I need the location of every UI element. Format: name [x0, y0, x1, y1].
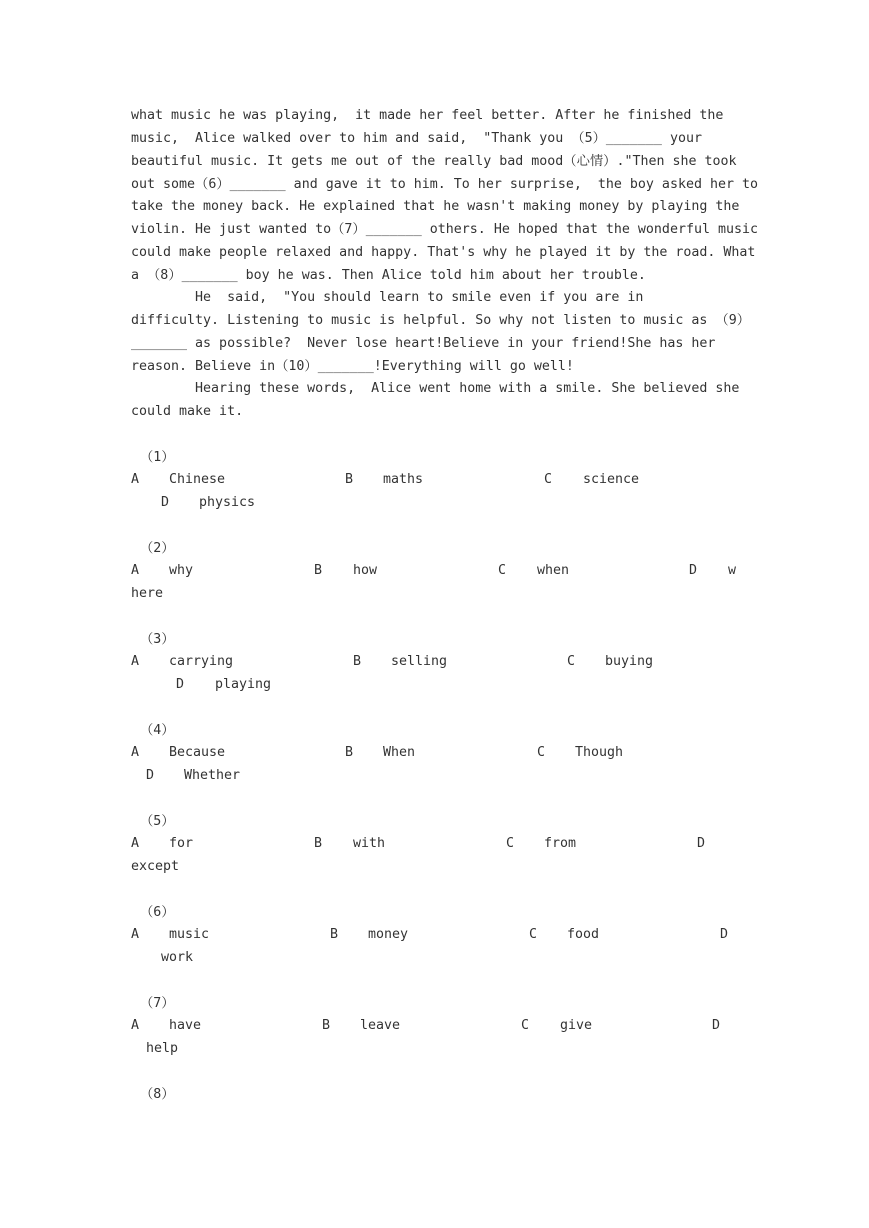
- option-letter-a: A: [131, 836, 140, 851]
- option-text-b: how: [353, 563, 378, 578]
- option-letter-b: B: [314, 563, 323, 578]
- option-text-c: buying: [605, 654, 654, 669]
- option-text-d: physics: [199, 495, 256, 510]
- option-letter-a: A: [131, 745, 140, 760]
- option-letter-c: C: [567, 654, 576, 669]
- option-letter-d: D: [689, 563, 698, 578]
- option-text-a: have: [169, 1018, 202, 1033]
- option-text-d: playing: [215, 677, 272, 692]
- passage-line: take the money back. He explained that he wasn't making money by playing the: [131, 199, 740, 214]
- option-letter-c: C: [506, 836, 515, 851]
- question-number: （7）: [140, 996, 175, 1011]
- passage-line: Hearing these words, Alice went home with a smile. She believed she: [131, 381, 740, 396]
- question-number: （1）: [140, 450, 175, 465]
- option-text-c: give: [560, 1018, 593, 1033]
- option-text-d: w: [728, 563, 737, 578]
- passage-line: _______ as possible? Never lose heart!Believe in your friend!She has her: [131, 336, 716, 351]
- option-text-d: work: [161, 950, 194, 965]
- option-text-a: carrying: [169, 654, 234, 669]
- option-letter-c: C: [521, 1018, 530, 1033]
- option-letter-b: B: [322, 1018, 331, 1033]
- option-text-a: for: [169, 836, 194, 851]
- passage-line: He said, "You should learn to smile even if you are in: [131, 290, 644, 305]
- passage-line: could make it.: [131, 404, 244, 419]
- passage-line: beautiful music. It gets me out of the really bad mood（心情）."Then she took: [131, 154, 737, 169]
- option-letter-c: C: [537, 745, 546, 760]
- option-text-d: Whether: [184, 768, 241, 783]
- option-text-c: from: [544, 836, 577, 851]
- option-letter-a: A: [131, 654, 140, 669]
- option-letter-b: B: [330, 927, 339, 942]
- option-text-a: music: [169, 927, 210, 942]
- option-text-d-wrap: here: [131, 586, 164, 601]
- passage-line: reason. Believe in（10）_______!Everything will go well!: [131, 359, 574, 374]
- passage-line: a （8）_______ boy he was. Then Alice told him about her trouble.: [131, 268, 646, 283]
- option-text-a: Because: [169, 745, 226, 760]
- option-letter-c: C: [544, 472, 553, 487]
- passage-line: out some（6）_______ and gave it to him. To her surprise, the boy asked her to: [131, 177, 758, 192]
- option-letter-c: C: [498, 563, 507, 578]
- option-text-d: help: [146, 1041, 179, 1056]
- question-number: （2）: [140, 541, 175, 556]
- option-letter-d: D: [720, 927, 729, 942]
- option-text-b: money: [368, 927, 409, 942]
- option-text-a: Chinese: [169, 472, 226, 487]
- option-letter-b: B: [345, 472, 354, 487]
- option-text-c: Though: [575, 745, 624, 760]
- passage-line: music, Alice walked over to him and said, "Thank you （5）_______ your: [131, 131, 702, 146]
- passage-line: could make people relaxed and happy. That's why he played it by the road. What: [131, 245, 756, 260]
- option-letter-d: D: [697, 836, 706, 851]
- option-letter-a: A: [131, 563, 140, 578]
- passage-line: difficulty. Listening to music is helpful. So why not listen to music as （9）: [131, 313, 750, 328]
- option-text-b: selling: [391, 654, 448, 669]
- passage-line: what music he was playing, it made her feel better. After he finished the: [131, 108, 724, 123]
- option-text-c: food: [567, 927, 600, 942]
- option-letter-d: D: [146, 768, 155, 783]
- option-text-b: leave: [360, 1018, 401, 1033]
- option-text-c: when: [537, 563, 570, 578]
- option-letter-c: C: [529, 927, 538, 942]
- passage-line: violin. He just wanted to（7）_______ others. He hoped that the wonderful music: [131, 222, 758, 237]
- option-text-b: maths: [383, 472, 424, 487]
- option-text-b: with: [353, 836, 386, 851]
- question-number: （5）: [140, 814, 175, 829]
- question-number: （4）: [140, 723, 175, 738]
- option-letter-a: A: [131, 472, 140, 487]
- option-letter-b: B: [314, 836, 323, 851]
- option-letter-b: B: [353, 654, 362, 669]
- question-number: （6）: [140, 905, 175, 920]
- option-letter-b: B: [345, 745, 354, 760]
- option-text-b: When: [383, 745, 416, 760]
- question-number: （3）: [140, 632, 175, 647]
- option-letter-a: A: [131, 927, 140, 942]
- option-text-c: science: [583, 472, 640, 487]
- question-number: （8）: [140, 1087, 175, 1102]
- option-text-a: why: [169, 563, 194, 578]
- option-text-d: except: [131, 859, 180, 874]
- option-letter-d: D: [161, 495, 170, 510]
- option-letter-d: D: [176, 677, 185, 692]
- option-letter-a: A: [131, 1018, 140, 1033]
- option-letter-d: D: [712, 1018, 721, 1033]
